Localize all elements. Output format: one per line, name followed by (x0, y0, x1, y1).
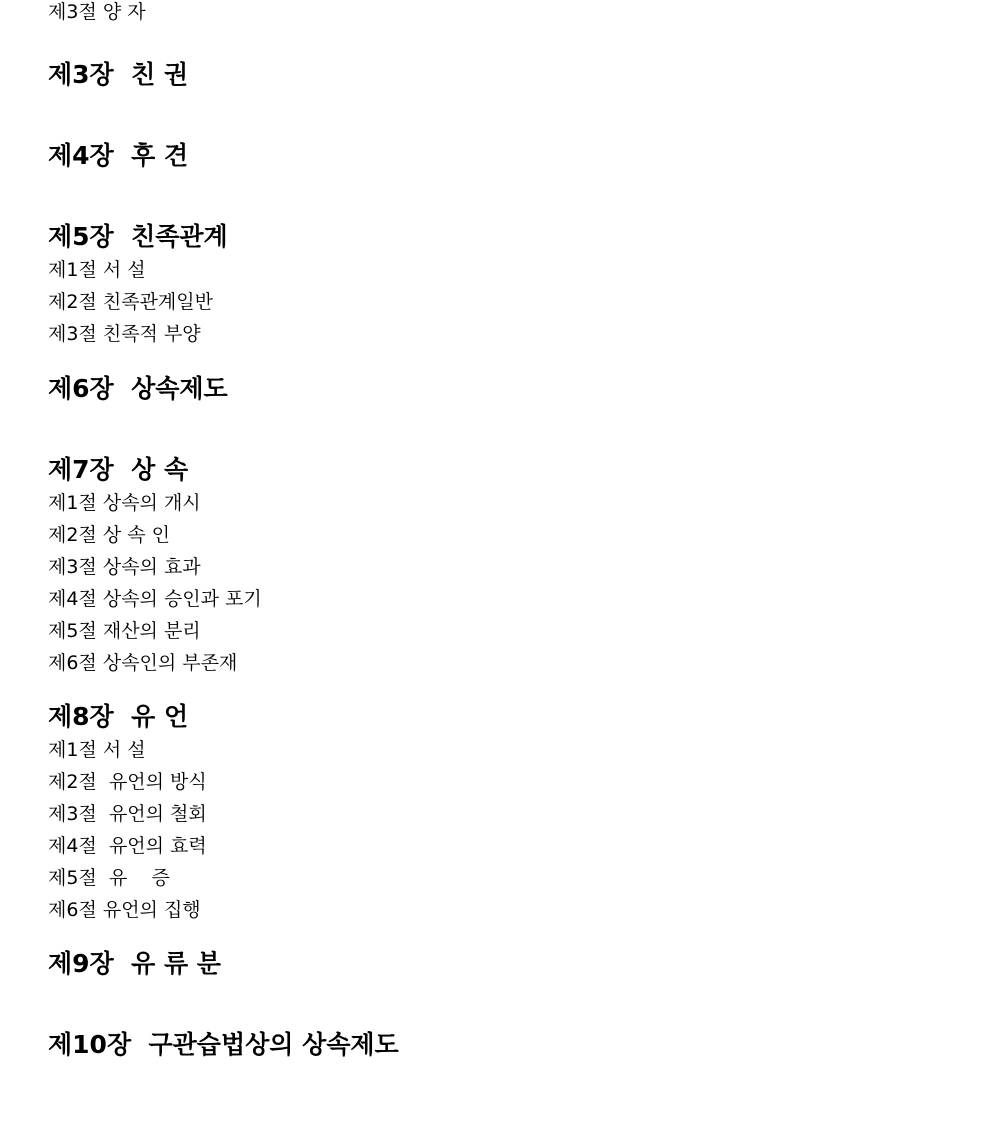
toc-section-inheritance-effect: 제3절 상속의 효과 (48, 556, 201, 578)
toc-section-will-effect: 제4절 유언의 효력 (48, 835, 207, 857)
toc-chapter-forced-share: 제9장 유 류 분 (48, 949, 221, 978)
toc-section-inheritance-commencement: 제1절 상속의 개시 (48, 492, 201, 514)
toc-chapter-kinship: 제5장 친족관계 (48, 222, 228, 251)
toc-section-kinship-intro: 제1절 서 설 (48, 259, 146, 281)
toc-section-absence-of-heir: 제6절 상속인의 부존재 (48, 652, 238, 674)
toc-section-will-form: 제2절 유언의 방식 (48, 771, 207, 793)
toc-section-kinship-general: 제2절 친족관계일반 (48, 291, 213, 313)
toc-section-bequest: 제5절 유 증 (48, 867, 170, 889)
toc-chapter-customary-inheritance: 제10장 구관습법상의 상속제도 (48, 1030, 399, 1059)
toc-section-adoption: 제3절 양 자 (48, 1, 146, 23)
toc-chapter-parental-authority: 제3장 친 권 (48, 60, 189, 89)
toc-chapter-inheritance: 제7장 상 속 (48, 455, 189, 484)
toc-section-property-separation: 제5절 재산의 분리 (48, 620, 201, 642)
table-of-contents (48, 0, 968, 1062)
toc-section-acceptance-renunciation: 제4절 상속의 승인과 포기 (48, 588, 262, 610)
toc-section-will-revocation: 제3절 유언의 철회 (48, 803, 207, 825)
toc-section-will-execution: 제6절 유언의 집행 (48, 899, 201, 921)
toc-section-will-intro: 제1절 서 설 (48, 739, 146, 761)
toc-section-heirs: 제2절 상 속 인 (48, 524, 170, 546)
toc-chapter-inheritance-system: 제6장 상속제도 (48, 374, 228, 403)
toc-chapter-guardianship: 제4장 후 견 (48, 141, 189, 170)
toc-chapter-will: 제8장 유 언 (48, 702, 189, 731)
toc-section-kinship-support: 제3절 친족적 부양 (48, 323, 201, 345)
